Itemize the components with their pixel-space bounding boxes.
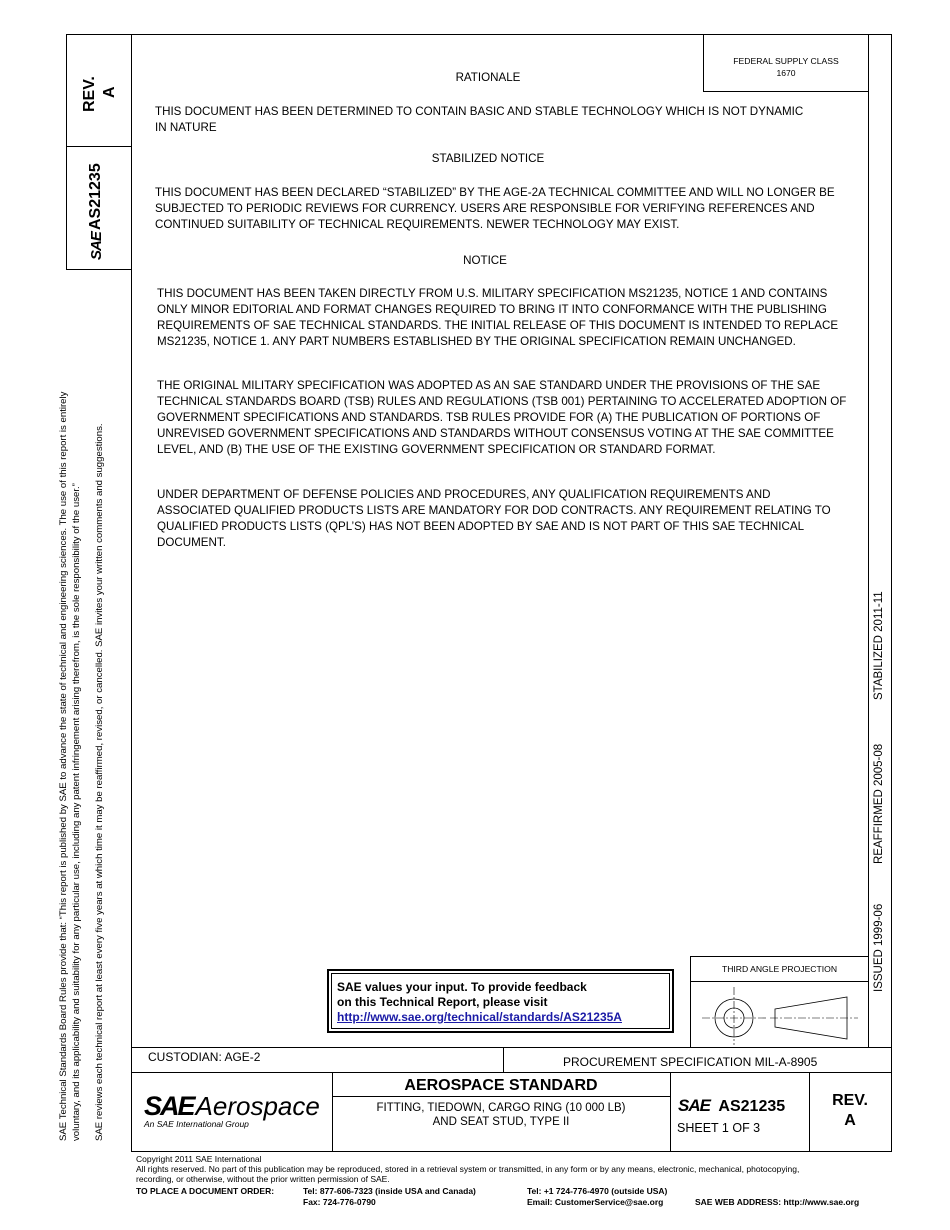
titleblock-bottom [131, 1151, 892, 1152]
copyright: Copyright 2011 SAE International [136, 1154, 262, 1164]
logo-tagline: An SAE International Group [144, 1119, 249, 1129]
notice-paragraph-1: THIS DOCUMENT HAS BEEN TAKEN DIRECTLY FROM U.S. MILITARY SPECIFICATION MS21235, NOTICE 1 AND CONTAINS ONLY MINOR EDITORIAL AND FORMAT CHANGES REQUIRED TO BRING IT INTO CONFORMANCE WITH THE PUBLISHING REQUIREMENTS OF SAE TECHNICAL STANDARDS. THE INITIAL RELEASE OF THIS DOCUMENT IS INTENDED TO REPLACE MS21235, NOTICE 1. ANY PART NUMBERS ESTABLISHED BY THE ORIGINAL SPECIFICATION REMAIN UNCHANGED. [157, 287, 839, 348]
frame-left [131, 34, 132, 1152]
notice-heading: NOTICE [463, 254, 507, 267]
side-sae-logo: SAE [88, 232, 105, 260]
order-label: TO PLACE A DOCUMENT ORDER: [136, 1186, 275, 1196]
projection-symbol [692, 983, 867, 1046]
doc-block [678, 1096, 785, 1116]
stabilized-text: THIS DOCUMENT HAS BEEN DECLARED “STABILIZED” BY THE AGE-2A TECHNICAL COMMITTEE AND WILL NO LONGER BE SUBJECTED TO PERIODIC REVIEWS FOR CURRENCY. USERS ARE RESPONSIBLE FOR VERIFYING REFERENCES AND CONTINUED SUITABILITY OF TECHNICAL REQUIREMENTS. NEWER TECHNOLOGY MAY EXIST. [155, 186, 835, 231]
federal-supply-label: FEDERAL SUPPLY CLASS [733, 56, 839, 66]
rights-line1: All rights reserved. No part of this publication may be reproduced, stored in a retrieval system or transmitted, in any form or by any means, electronic, mechanical, photocopying, [136, 1164, 800, 1174]
feedback-link[interactable]: http://www.sae.org/technical/standards/AS21235A [337, 1010, 622, 1024]
projection-label: THIRD ANGLE PROJECTION [721, 964, 838, 974]
item-line2: AND SEAT STUD, TYPE II [432, 1116, 570, 1128]
tel-intl: Tel: +1 724-776-4970 (outside USA) [527, 1186, 668, 1196]
federal-supply-box [703, 34, 869, 92]
rev-label: REV. [832, 1092, 868, 1109]
review-text: SAE reviews each technical report at least every five years at which time it may be reaffirmed, revised, or cancelled. SAE invites your written comments and suggestions. [94, 423, 105, 1141]
frame-right-inner [868, 34, 869, 1047]
side-rev-value: A [101, 86, 118, 98]
title-underline [332, 1096, 670, 1097]
sae-aerospace-logo [144, 1091, 320, 1122]
web-address: SAE WEB ADDRESS: http://www.sae.org [695, 1197, 860, 1207]
rights-line2: recording, or otherwise, without the prior written permission of SAE. [136, 1174, 390, 1184]
reaffirmed-date: REAFFIRMED 2005-08 [873, 743, 885, 864]
notice-paragraph-2: THE ORIGINAL MILITARY SPECIFICATION WAS ADOPTED AS AN SAE STANDARD UNDER THE PROVISIONS OF THE SAE TECHNICAL STANDARDS BOARD (TSB) RULES AND REGULATIONS (TSB 001) PERTAINING TO ACCELERATED ADOPTION OF GOVERNMENT SPECIFICATIONS AND STANDARDS. TSB RULES PROVIDE FOR (A) THE PUBLICATION OF PORTIONS OF UNREVISED GOVERNMENT SPECIFICATIONS AND STANDARDS WITHOUT CONSENSUS VOTING AT THE SAE COMMITTEE LEVEL, AND (B) THE USE OF THE EXISTING GOVERNMENT SPECIFICATION OR STANDARD FORMAT. [157, 379, 847, 456]
logo-aerospace: Aerospace [195, 1091, 320, 1121]
side-doc-number: AS21235 [87, 163, 104, 230]
notice-paragraph-3: UNDER DEPARTMENT OF DEFENSE POLICIES AND PROCEDURES, ANY QUALIFICATION REQUIREMENTS AND ASSOCIATED QUALIFIED PRODUCTS LISTS ARE MANDATORY FOR DOD CONTRACTS. ANY REQUIREMENT RELATING TO QUALIFIED PRODUCTS LISTS (QPL’S) HAS NOT BEEN ADOPTED BY SAE AND IS NOT PART OF THIS SAE TECHNICAL DOCUMENT. [157, 488, 831, 549]
custodian: CUSTODIAN: AGE-2 [148, 1050, 261, 1064]
stabilized-heading: STABILIZED NOTICE [431, 152, 545, 165]
rev-value: A [844, 1112, 856, 1129]
standard-title: AEROSPACE STANDARD [404, 1077, 598, 1094]
federal-supply-value: 1670 [776, 68, 796, 78]
doc-sae-logo: SAE [678, 1096, 710, 1115]
item-line1: FITTING, TIEDOWN, CARGO RING (10 000 LB) [376, 1102, 626, 1114]
sheet-number: SHEET 1 OF 3 [677, 1121, 761, 1135]
issued-date: ISSUED 1999-06 [873, 903, 885, 992]
title-divider [670, 1072, 671, 1151]
feedback-box [327, 969, 674, 1033]
email: Email: CustomerService@sae.org [527, 1197, 664, 1207]
side-tab-divider [66, 146, 132, 147]
side-rev-label: REV. [81, 76, 98, 112]
titleblock-mid [131, 1072, 892, 1073]
rationale-text: THIS DOCUMENT HAS BEEN DETERMINED TO CONTAIN BASIC AND STABLE TECHNOLOGY WHICH IS NOT DYNAMIC IN NATURE [155, 105, 804, 134]
fax: Fax: 724-776-0790 [303, 1197, 376, 1207]
frame-right-outer [891, 34, 892, 1152]
procurement-spec: PROCUREMENT SPECIFICATION MIL-A-8905 [563, 1055, 818, 1069]
feedback-line2: on this Technical Report, please visit [337, 995, 548, 1009]
stabilized-date: STABILIZED 2011-11 [873, 591, 885, 700]
projection-divider [690, 981, 869, 982]
feedback-line1: SAE values your input. To provide feedback [337, 980, 587, 994]
rules-text-line1: SAE Technical Standards Board Rules provide that: “This report is published by SAE to advance the state of technical and engineering sciences. The use of this report is entirely [58, 391, 69, 1141]
rules-text-line2: voluntary, and its applicability and suitability for any particular use, including any patent infringement arising therefrom, is the sole responsibility of the user.” [71, 483, 82, 1141]
tel-us: Tel: 877-606-7323 (inside USA and Canada) [303, 1186, 476, 1196]
rationale-heading: RATIONALE [455, 71, 521, 84]
doc-number: AS21235 [718, 1098, 786, 1115]
custodian-divider [503, 1047, 504, 1073]
titleblock-top [131, 1047, 892, 1048]
logo-sae: SAE [144, 1091, 194, 1121]
